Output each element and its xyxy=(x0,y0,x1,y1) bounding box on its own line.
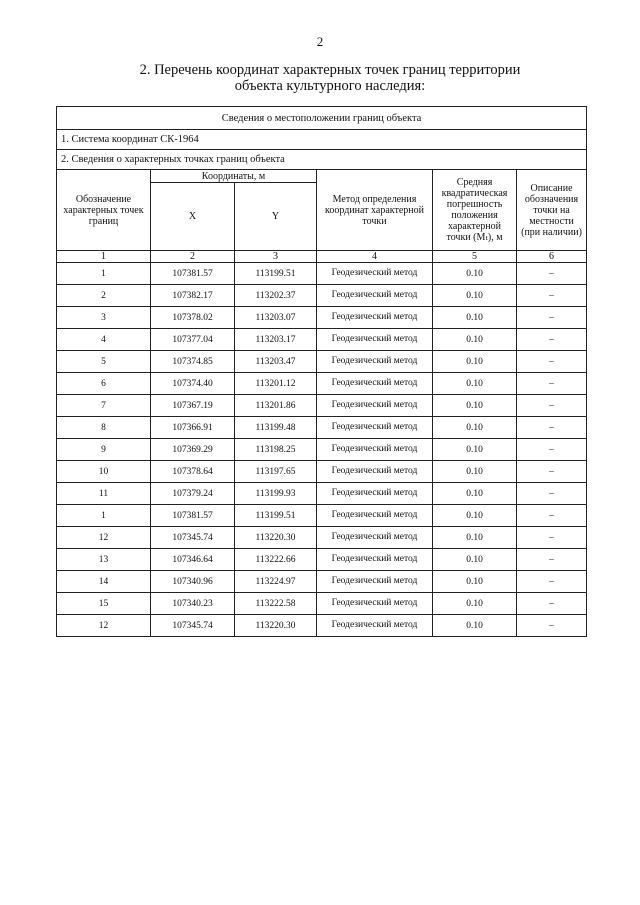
header-description: Описание обозначения точки на местности (при наличии) xyxy=(517,170,587,251)
cell-point: 12 xyxy=(57,527,151,549)
cell-description: – xyxy=(517,527,587,549)
cell-x: 107367.19 xyxy=(151,395,235,417)
cell-error: 0.10 xyxy=(433,505,517,527)
cell-y: 113203.07 xyxy=(235,307,317,329)
table-row xyxy=(57,461,587,483)
cell-point: 10 xyxy=(57,461,151,483)
cell-description: – xyxy=(517,571,587,593)
cell-x: 107381.57 xyxy=(151,263,235,285)
table-row xyxy=(57,307,587,329)
cell-error: 0.10 xyxy=(433,373,517,395)
column-number: 3 xyxy=(235,251,317,263)
cell-description: – xyxy=(517,439,587,461)
cell-description: – xyxy=(517,483,587,505)
cell-description: – xyxy=(517,263,587,285)
table-row xyxy=(57,527,587,549)
table-row xyxy=(57,351,587,373)
cell-y: 113224.97 xyxy=(235,571,317,593)
cell-method: Геодезический метод xyxy=(317,439,433,461)
cell-error: 0.10 xyxy=(433,549,517,571)
cell-error: 0.10 xyxy=(433,461,517,483)
cell-error: 0.10 xyxy=(433,571,517,593)
cell-point: 15 xyxy=(57,593,151,615)
cell-description: – xyxy=(517,461,587,483)
table-row xyxy=(57,263,587,285)
cell-error: 0.10 xyxy=(433,593,517,615)
header-coordinates: Координаты, м xyxy=(151,170,317,183)
cell-x: 107340.23 xyxy=(151,593,235,615)
cell-point: 3 xyxy=(57,307,151,329)
table-row xyxy=(57,483,587,505)
cell-description: – xyxy=(517,285,587,307)
coordinates-table xyxy=(56,106,587,637)
cell-point: 5 xyxy=(57,351,151,373)
cell-x: 107345.74 xyxy=(151,527,235,549)
cell-y: 113203.47 xyxy=(235,351,317,373)
cell-method: Геодезический метод xyxy=(317,351,433,373)
cell-description: – xyxy=(517,373,587,395)
cell-y: 113201.86 xyxy=(235,395,317,417)
cell-method: Геодезический метод xyxy=(317,307,433,329)
cell-error: 0.10 xyxy=(433,615,517,637)
document-title xyxy=(60,62,600,94)
cell-point: 13 xyxy=(57,549,151,571)
cell-description: – xyxy=(517,593,587,615)
cell-x: 107345.74 xyxy=(151,615,235,637)
table-row xyxy=(57,373,587,395)
header-point: Обозначение характерных точек границ xyxy=(57,170,151,251)
title-line-1: 2. Перечень координат характерных точек границ территории xyxy=(139,62,521,78)
cell-description: – xyxy=(517,417,587,439)
column-number: 2 xyxy=(151,251,235,263)
title-line-2: объекта культурного наследия: xyxy=(234,78,426,94)
table-row xyxy=(57,439,587,461)
cell-point: 12 xyxy=(57,615,151,637)
table-row xyxy=(57,615,587,637)
table-row xyxy=(57,593,587,615)
table-row xyxy=(57,395,587,417)
cell-description: – xyxy=(517,395,587,417)
header-method: Метод определения координат характерной точки xyxy=(317,170,433,251)
cell-y: 113220.30 xyxy=(235,615,317,637)
header-x: X xyxy=(151,183,235,251)
cell-point: 11 xyxy=(57,483,151,505)
cell-method: Геодезический метод xyxy=(317,285,433,307)
cell-x: 107377.04 xyxy=(151,329,235,351)
column-number: 1 xyxy=(57,251,151,263)
cell-error: 0.10 xyxy=(433,527,517,549)
section-title: Сведения о местоположении границ объекта xyxy=(57,107,587,130)
cell-y: 113199.93 xyxy=(235,483,317,505)
table-row xyxy=(57,285,587,307)
cell-x: 107346.64 xyxy=(151,549,235,571)
cell-error: 0.10 xyxy=(433,307,517,329)
cell-error: 0.10 xyxy=(433,263,517,285)
cell-point: 1 xyxy=(57,263,151,285)
cell-method: Геодезический метод xyxy=(317,373,433,395)
cell-y: 113220.30 xyxy=(235,527,317,549)
column-number: 6 xyxy=(517,251,587,263)
cell-x: 107379.24 xyxy=(151,483,235,505)
cell-x: 107369.29 xyxy=(151,439,235,461)
cell-description: – xyxy=(517,549,587,571)
table-row xyxy=(57,417,587,439)
cell-description: – xyxy=(517,505,587,527)
column-number: 5 xyxy=(433,251,517,263)
cell-description: – xyxy=(517,351,587,373)
coordinate-system: 1. Система координат СК-1964 xyxy=(57,130,587,150)
cell-error: 0.10 xyxy=(433,395,517,417)
cell-y: 113201.12 xyxy=(235,373,317,395)
cell-x: 107374.40 xyxy=(151,373,235,395)
cell-method: Геодезический метод xyxy=(317,417,433,439)
cell-y: 113199.51 xyxy=(235,505,317,527)
cell-error: 0.10 xyxy=(433,285,517,307)
cell-description: – xyxy=(517,329,587,351)
cell-error: 0.10 xyxy=(433,439,517,461)
cell-x: 107382.17 xyxy=(151,285,235,307)
cell-point: 7 xyxy=(57,395,151,417)
cell-method: Геодезический метод xyxy=(317,263,433,285)
cell-point: 6 xyxy=(57,373,151,395)
cell-y: 113203.17 xyxy=(235,329,317,351)
cell-method: Геодезический метод xyxy=(317,571,433,593)
column-number: 4 xyxy=(317,251,433,263)
table-row xyxy=(57,549,587,571)
cell-y: 113199.48 xyxy=(235,417,317,439)
cell-method: Геодезический метод xyxy=(317,483,433,505)
header-y: Y xyxy=(235,183,317,251)
cell-y: 113198.25 xyxy=(235,439,317,461)
cell-description: – xyxy=(517,307,587,329)
cell-x: 107378.02 xyxy=(151,307,235,329)
points-title: 2. Сведения о характерных точках границ объекта xyxy=(57,150,587,170)
cell-y: 113197.65 xyxy=(235,461,317,483)
cell-x: 107374.85 xyxy=(151,351,235,373)
cell-x: 107340.96 xyxy=(151,571,235,593)
cell-y: 113202.37 xyxy=(235,285,317,307)
cell-method: Геодезический метод xyxy=(317,505,433,527)
cell-method: Геодезический метод xyxy=(317,395,433,417)
cell-x: 107366.91 xyxy=(151,417,235,439)
cell-y: 113222.66 xyxy=(235,549,317,571)
cell-error: 0.10 xyxy=(433,329,517,351)
cell-point: 9 xyxy=(57,439,151,461)
cell-description: – xyxy=(517,615,587,637)
cell-point: 2 xyxy=(57,285,151,307)
cell-method: Геодезический метод xyxy=(317,329,433,351)
table-row xyxy=(57,571,587,593)
cell-y: 113199.51 xyxy=(235,263,317,285)
cell-point: 14 xyxy=(57,571,151,593)
cell-method: Геодезический метод xyxy=(317,527,433,549)
cell-y: 113222.58 xyxy=(235,593,317,615)
cell-x: 107378.64 xyxy=(151,461,235,483)
table-row xyxy=(57,505,587,527)
cell-point: 1 xyxy=(57,505,151,527)
cell-method: Геодезический метод xyxy=(317,593,433,615)
cell-method: Геодезический метод xyxy=(317,549,433,571)
cell-error: 0.10 xyxy=(433,417,517,439)
cell-error: 0.10 xyxy=(433,351,517,373)
cell-point: 8 xyxy=(57,417,151,439)
page-number: 2 xyxy=(316,34,324,49)
cell-point: 4 xyxy=(57,329,151,351)
header-error: Средняя квадратическая погрешность положения характерной точки (Мₜ), м xyxy=(433,170,517,251)
table-row xyxy=(57,329,587,351)
cell-method: Геодезический метод xyxy=(317,461,433,483)
cell-method: Геодезический метод xyxy=(317,615,433,637)
cell-x: 107381.57 xyxy=(151,505,235,527)
cell-error: 0.10 xyxy=(433,483,517,505)
